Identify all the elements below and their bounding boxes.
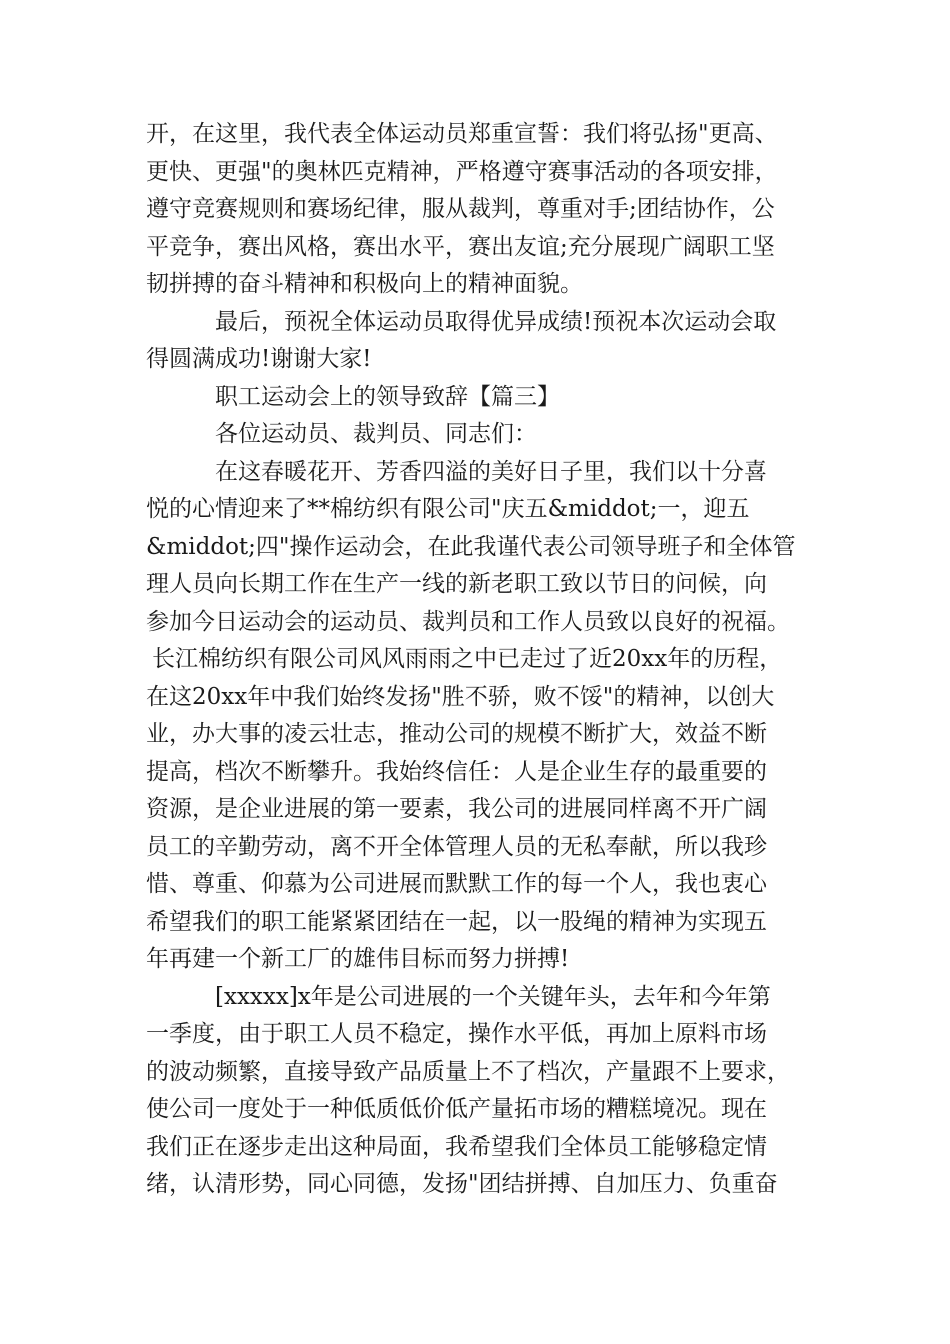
body-line: 惜、尊重、仰慕为公司进展而默默工作的每一个人，我也衷心 bbox=[146, 871, 767, 897]
body-line: 平竞争，赛出风格，赛出水平，赛出友谊;充分展现广阔职工坚 bbox=[146, 233, 775, 260]
body-line: 理人员向长期工作在生产一线的新老职工致以节日的问候，向 bbox=[146, 571, 767, 597]
body-line: 一季度，由于职工人员不稳定，操作水平低，再加上原料市场 bbox=[146, 1021, 767, 1047]
body-line: 得圆满成功!谢谢大家! bbox=[146, 346, 372, 372]
body-line: 业，办大事的凌云壮志，推动公司的规模不断扩大，效益不断 bbox=[146, 721, 767, 747]
document-body bbox=[146, 116, 811, 1204]
body-line: 长江棉纺织有限公司风风雨雨之中已走过了近20xx年的历程， bbox=[152, 646, 783, 672]
body-line: 绪，认清形势，同心同德，发扬"团结拼搏、自加压力、负重奋 bbox=[146, 1171, 778, 1197]
body-line: 使公司一度处于一种低质低价低产量拓市场的糟糕境况。现在 bbox=[146, 1096, 767, 1122]
body-line: 在这20xx年中我们始终发扬"胜不骄，败不馁"的精神，以创大 bbox=[146, 683, 775, 710]
body-line: 的波动频繁，直接导致产品质量上不了档次，产量跟不上要求， bbox=[146, 1058, 790, 1085]
body-line: 员工的辛勤劳动，离不开全体管理人员的无私奉献，所以我珍 bbox=[146, 833, 767, 860]
paragraph-opening: 在这春暖花开、芳香四溢的美好日子里，我们以十分喜 bbox=[215, 458, 767, 485]
paragraph-closing-wish: 最后，预祝全体运动员取得优异成绩!预祝本次运动会取 bbox=[215, 308, 777, 335]
body-line: 希望我们的职工能紧紧团结在一起，以一股绳的精神为实现五 bbox=[146, 908, 767, 935]
body-line: 悦的心情迎来了**棉纺织有限公司"庆五&middot;一，迎五 bbox=[146, 496, 750, 522]
body-line: 韧拼搏的奋斗精神和积极向上的精神面貌。 bbox=[146, 271, 583, 297]
body-line: 参加今日运动会的运动员、裁判员和工作人员致以良好的祝福。 bbox=[146, 608, 790, 635]
paragraph-key-year: [xxxxx]x年是公司进展的一个关键年头，去年和今年第 bbox=[215, 983, 771, 1010]
body-line: &middot;四"操作运动会，在此我谨代表公司领导班子和全体管 bbox=[146, 533, 796, 560]
body-line: 我们正在逐步走出这种局面，我希望我们全体员工能够稳定情 bbox=[146, 1133, 767, 1160]
salutation: 各位运动员、裁判员、同志们： bbox=[215, 421, 537, 447]
body-line: 更快、更强"的奥林匹克精神，严格遵守赛事活动的各项安排， bbox=[146, 158, 778, 185]
section-heading: 职工运动会上的领导致辞【篇三】 bbox=[215, 383, 560, 410]
body-line: 遵守竞赛规则和赛场纪律，服从裁判，尊重对手;团结协作，公 bbox=[146, 196, 775, 222]
body-line: 提高，档次不断攀升。我始终信任：人是企业生存的最重要的 bbox=[146, 758, 767, 785]
body-line: 开，在这里，我代表全体运动员郑重宣誓：我们将弘扬"更高、 bbox=[146, 121, 778, 147]
body-line: 资源，是企业进展的第一要素，我公司的进展同样离不开广阔 bbox=[146, 796, 767, 822]
body-line: 年再建一个新工厂的雄伟目标而努力拼搏! bbox=[146, 946, 570, 972]
